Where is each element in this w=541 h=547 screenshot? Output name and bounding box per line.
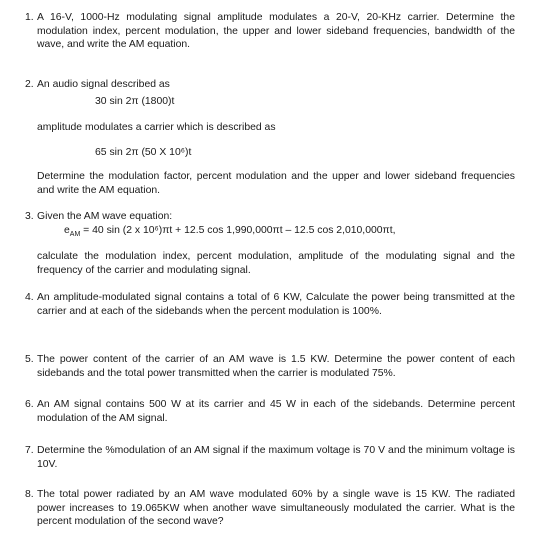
problem-2-equation-2-line [37,146,515,160]
problem-3-equation-line [37,224,515,242]
equation: 65 sin 2π (50 X 10⁶)t [95,147,192,158]
problem-text: calculate the modulation index, percent modulation, amplitude of the modulating signal and the frequency of the carrier and modulating signal. [37,251,515,276]
problem-3 [25,210,515,224]
problem-text: amplitude modulates a carrier which is described as [37,122,276,133]
problem-4 [25,291,515,318]
problem-3-question [37,250,515,277]
problem-2-question [37,170,515,197]
problem-2-mid-line [37,121,515,135]
problem-text: Determine the modulation factor, percent modulation and the upper and lower sideband frequencies and write the AM equation. [37,171,515,196]
problem-number: 3. [25,211,34,222]
problem-text: The total power radiated by an AM wave modulated 60% by a single wave is 15 KW. The radiated power increases to 19.065KW when another wave simultaneously modulated the carrier. What is the percent modulation of the second wave? [37,489,515,528]
problem-intro: Given the AM wave equation: [37,211,173,222]
problem-number: 6. [25,399,34,410]
problem-text: An AM signal contains 500 W at its carrier and 45 W in each of the sidebands. Determine percent modulation of the AM signal. [37,399,515,424]
equation-subscript: AM [69,231,81,239]
problem-number: 8. [25,489,34,500]
problem-number: 7. [25,445,34,456]
problem-number: 5. [25,354,34,365]
problem-text: The power content of the carrier of an AM wave is 1.5 KW. Determine the power content of each sidebands and the total power transmitted when the carrier is modulated 75%. [37,354,515,379]
problem-number: 4. [25,292,34,303]
problem-text: A 16-V, 1000-Hz modulating signal amplitude modulates a 20-V, 20-KHz carrier. Determine the modulation index, percent modulation, the upper and lower sideband frequencies, bandwidth of the wave, and write the AM equation. [37,12,515,51]
problem-1 [25,11,515,52]
problem-6 [25,398,515,425]
problem-intro: An audio signal described as [37,79,170,90]
problem-7 [25,444,515,471]
problem-text: Determine the %modulation of an AM signal if the maximum voltage is 70 V and the minimum voltage is 10V. [37,445,515,470]
equation [37,224,515,242]
problem-text: An amplitude-modulated signal contains a total of 6 KW, Calculate the power being transmitted at the carrier and at each of the sidebands when the percent modulation is 100%. [37,292,515,317]
equation: 30 sin 2π (1800)t [95,96,175,107]
problem-number: 1. [25,12,34,23]
problem-number: 2. [25,79,34,90]
problem-8 [25,488,515,529]
problem-2 [25,78,515,92]
equation-rhs: = 40 sin (2 x 10⁶)πt + 12.5 cos 1,990,000πt – 12.5 cos 2,010,000πt, [80,225,396,236]
equation-lhs: e [64,225,70,236]
problem-5 [25,353,515,380]
problem-2-equation-1-line [37,95,515,109]
